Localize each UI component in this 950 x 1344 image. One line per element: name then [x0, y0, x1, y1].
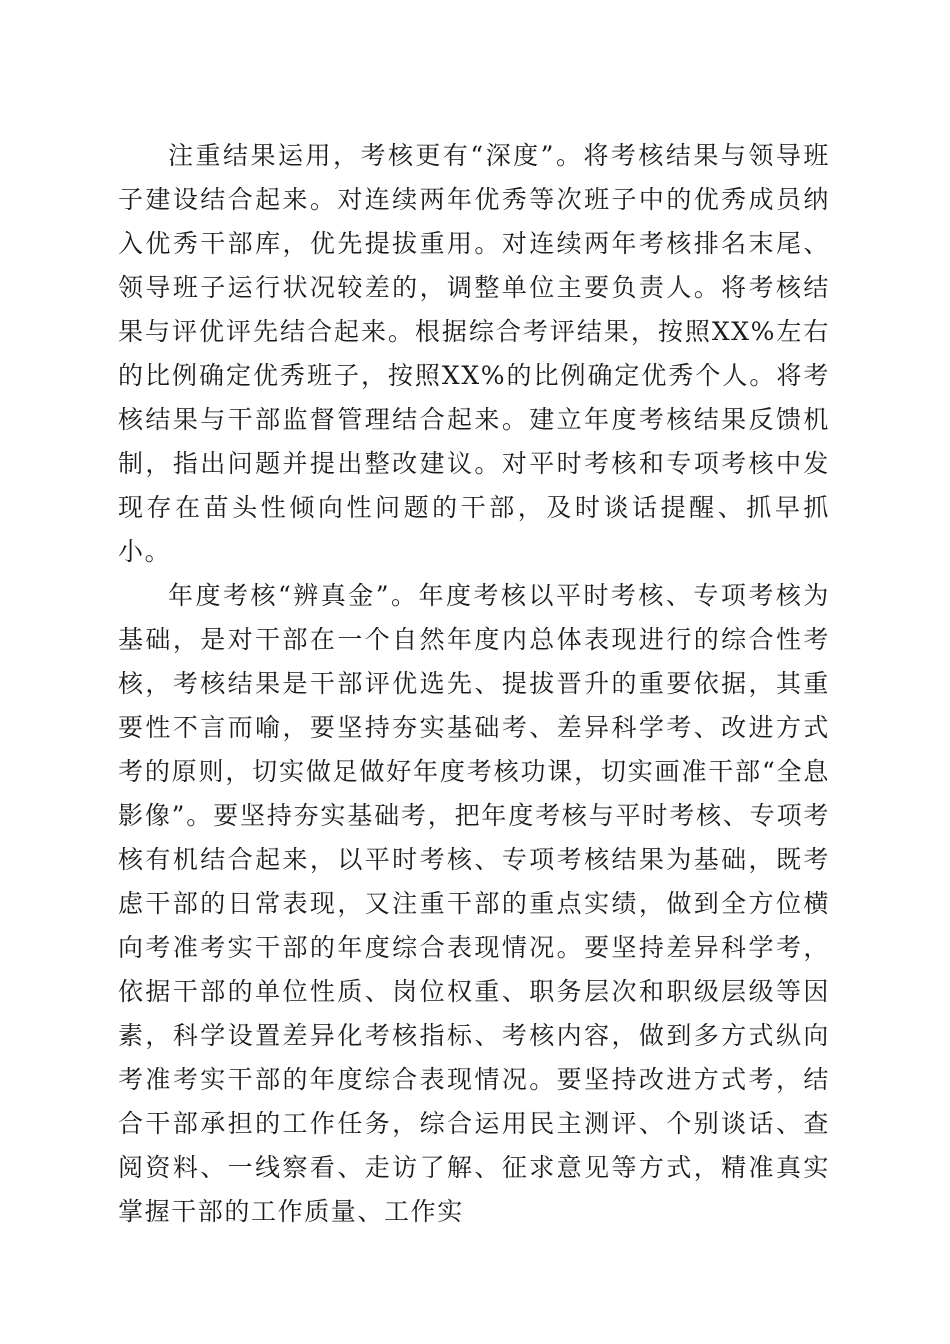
paragraph-result-application: 注重结果运用，考核更有“深度”。将考核结果与领导班子建设结合起来。对连续两年优秀等次班子中的优秀成员纳入优秀干部库，优先提拔重用。对连续两年考核排名末尾、领导班子运行状况较差的，调整单位主要负责人。将考核结果与评优评先结合起来。根据综合考评结果，按照XX%左右的比例确定优秀班子，按照XX%的比例确定优秀个人。将考核结果与干部监督管理结合起来。建立年度考核结果反馈机制，指出问题并提出整改建议。对平时考核和专项考核中发现存在苗头性倾向性问题的干部，及时谈话提醒、抓早抓小。 — [118, 141, 830, 566]
document-body — [118, 134, 830, 1234]
paragraph-annual-assessment: 年度考核“辨真金”。年度考核以平时考核、专项考核为基础，是对干部在一个自然年度内总体表现进行的综合性考核，考核结果是干部评优选先、提拔晋升的重要依据，其重要性不言而喻，要坚持夯实基础考、差异科学考、改进方式考的原则，切实做足做好年度考核功课，切实画准干部“全息影像”。要坚持夯实基础考，把年度考核与平时考核、专项考核有机结合起来，以平时考核、专项考核结果为基础，既考虑干部的日常表现，又注重干部的重点实绩，做到全方位横向考准考实干部的年度综合表现情况。要坚持差异科学考，依据干部的单位性质、岗位权重、职务层次和职级层级等因素，科学设置差异化考核指标、考核内容，做到多方式纵向考准考实干部的年度综合表现情况。要坚持改进方式考，结合干部承担的工作任务，综合运用民主测评、个别谈话、查阅资料、一线察看、走访了解、征求意见等方式，精准真实掌握干部的工作质量、工作实 — [118, 581, 830, 1226]
